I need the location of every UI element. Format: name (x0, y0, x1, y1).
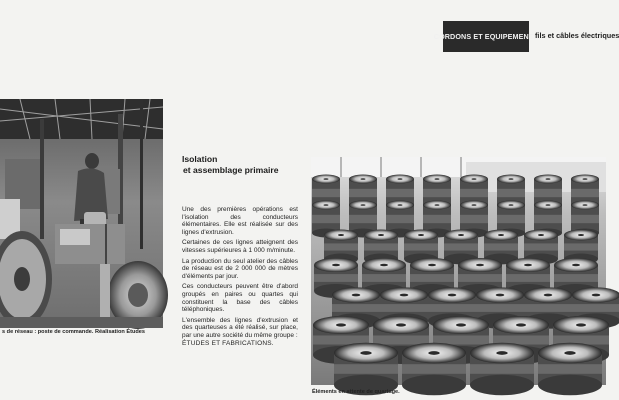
section-subtitle: fils et câbles électriques (535, 31, 619, 40)
paragraph-1: Une des premières opérations est l'isolation des conducteurs élémentaires. Elle est réalisée sur des lignes d'extrusion. (182, 206, 298, 236)
article-title (182, 154, 279, 176)
paragraph-3: La production du seul atelier des câbles de réseau est de 2 000 000 de mètres d'éléments par jour. (182, 257, 298, 280)
article-title-line-1: Isolation (182, 154, 218, 164)
left-photo-caption: s de réseau : poste de commande. Réalisation Études (2, 329, 145, 335)
closing-caps: ÉTUDES ET FABRICATIONS. (182, 339, 274, 347)
article-title-line-2: et assemblage primaire (183, 165, 279, 175)
right-photo-caption: Éléments en attente de quartage. (312, 389, 400, 395)
factory-floor-photo (0, 99, 163, 328)
paragraph-4: Ces conducteurs peuvent être d'abord groupés en paires ou quartes qui constituent la base des câbles téléphoniques. (182, 283, 298, 314)
article-body (182, 206, 298, 350)
paragraph-2: Certaines de ces lignes atteignent des vitesses supérieures à 1 000 m/minute. (182, 239, 298, 254)
section-tag: CORDONS ET EQUIPEMENTS (443, 21, 529, 52)
cable-reels-photo (311, 157, 606, 385)
paragraph-5: L'ensemble des lignes d'extrusion et des quarteuses a été réalisé, sur place, par une autre société du même groupe : (182, 316, 298, 339)
